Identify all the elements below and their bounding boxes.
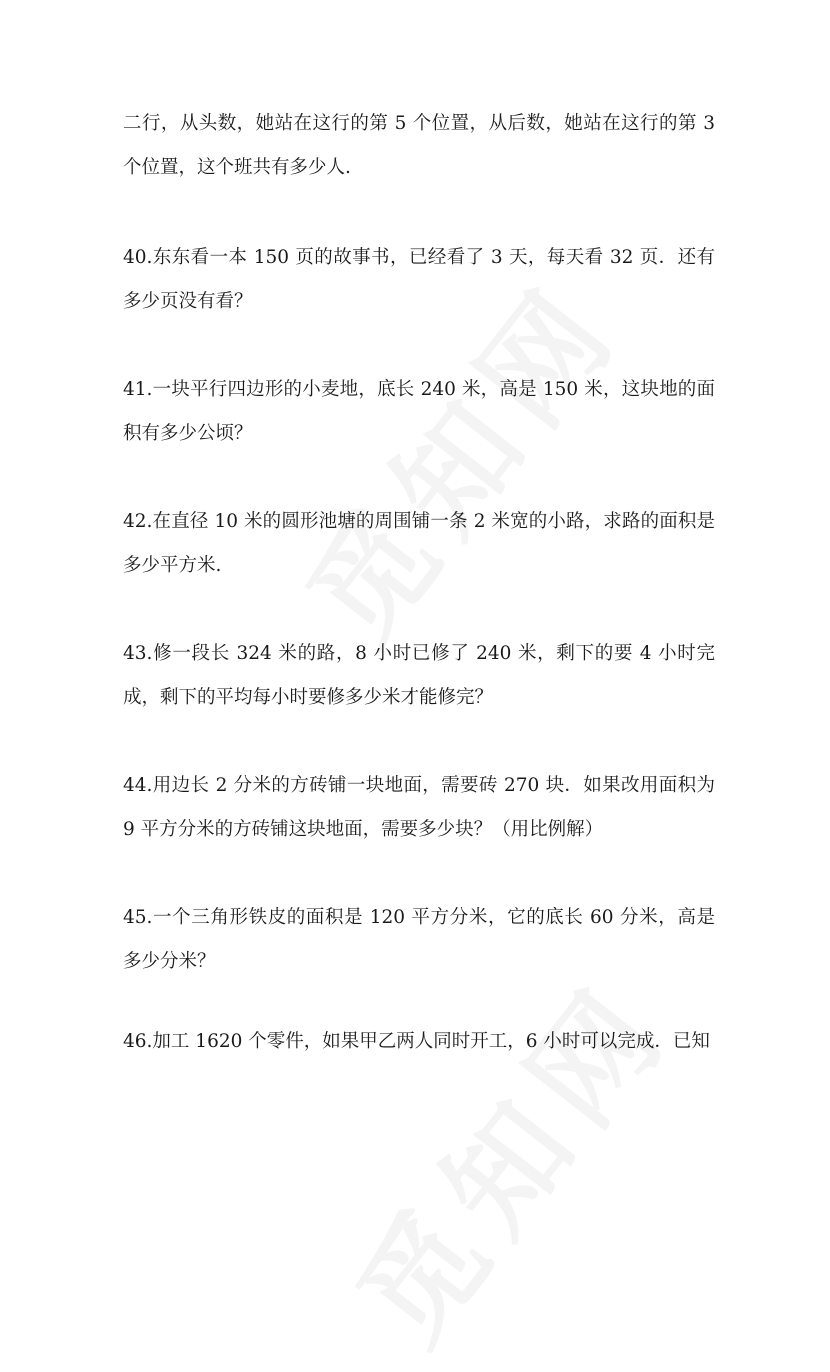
question-43: 43.修一段长 324 米的路，8 小时已修了 240 米，剩下的要 4 小时完成，剩下的平均每小时要修多少米才能修完？ bbox=[123, 643, 715, 708]
question-44: 44.用边长 2 分米的方砖铺一块地面，需要砖 270 块．如果改用面积为 9 平方分米的方砖铺这块地面，需要多少块？（用比例解） bbox=[123, 775, 715, 840]
question-39-continuation: 二行，从头数，她站在这行的第 5 个位置，从后数，她站在这行的第 3 个位置，这个班共有多少人. bbox=[123, 113, 715, 178]
question-45: 45.一个三角形铁皮的面积是 120 平方分米，它的底长 60 分米，高是多少分米？ bbox=[123, 907, 715, 972]
question-40: 40.东东看一本 150 页的故事书，已经看了 3 天，每天看 32 页．还有多少页没有看？ bbox=[123, 247, 715, 312]
question-42: 42.在直径 10 米的圆形池塘的周围铺一条 2 米宽的小路，求路的面积是多少平方米. bbox=[123, 511, 715, 576]
watermark bbox=[312, 940, 702, 1372]
question-41: 41.一块平行四边形的小麦地，底长 240 米，高是 150 米，这块地的面积有多少公顷？ bbox=[123, 379, 715, 444]
question-46: 46.加工 1620 个零件，如果甲乙两人同时开工，6 小时可以完成．已知 bbox=[123, 1031, 710, 1052]
